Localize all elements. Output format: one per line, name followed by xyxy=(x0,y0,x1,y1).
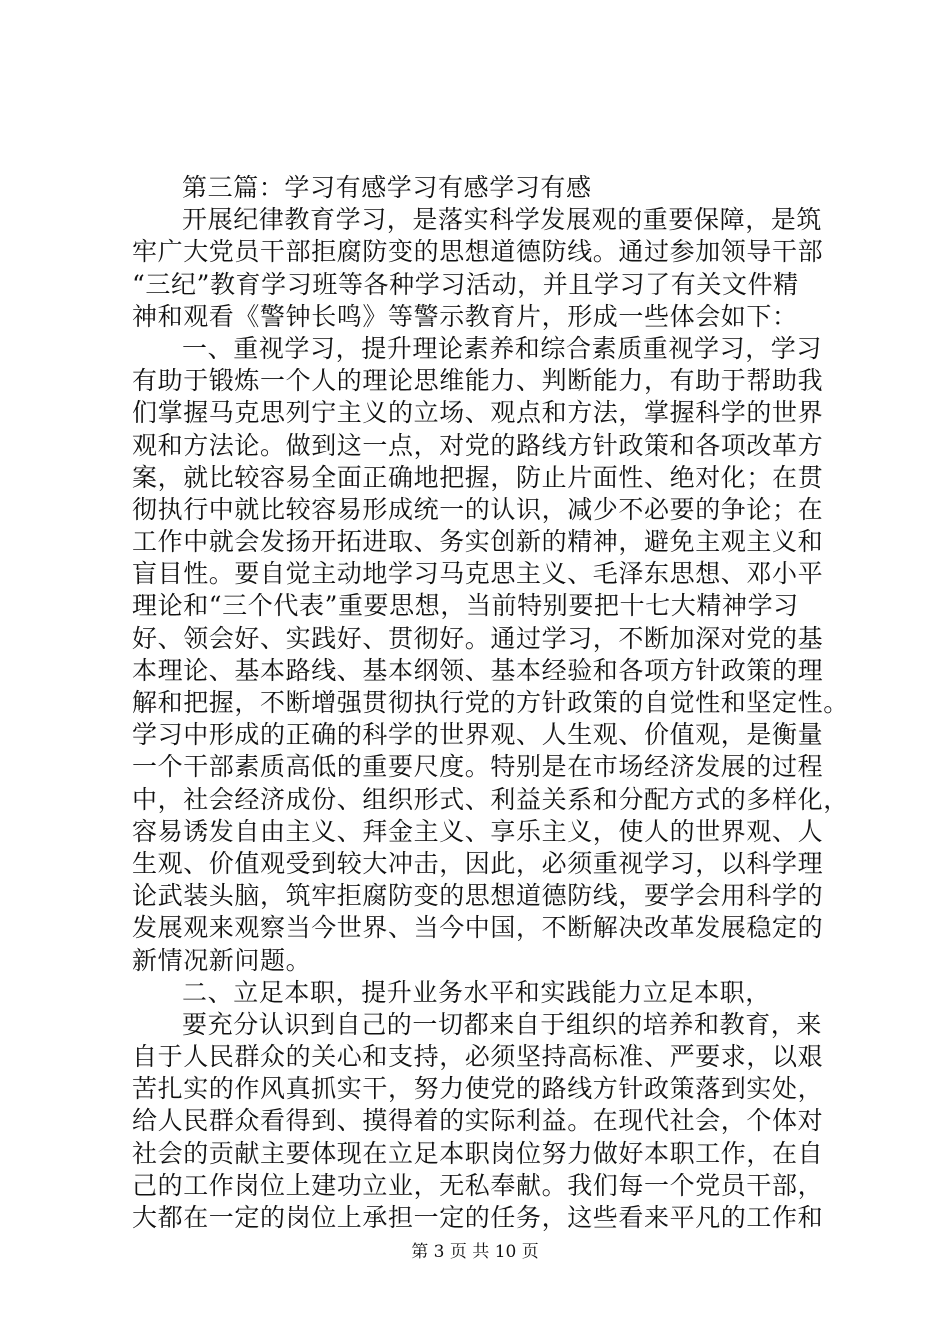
text-line: 第三篇：学习有感学习有感学习有感 xyxy=(182,173,592,202)
text-line: 己的工作岗位上建功立业，无私奉献。我们每一个党员干部， xyxy=(132,1170,824,1200)
text-line: 彻执行中就比较容易形成统一的认识，减少不必要的争论；在 xyxy=(132,494,824,524)
text-line: 好、领会好、实践好、贯彻好。通过学习，不断加深对党的基 xyxy=(132,623,824,653)
text-line: 们掌握马克思列宁主义的立场、观点和方法，掌握科学的世界 xyxy=(132,398,824,428)
text-line: 大都在一定的岗位上承担一定的任务，这些看来平凡的工作和 xyxy=(132,1203,824,1232)
text-line: 新情况新问题。 xyxy=(132,945,312,975)
text-line: 学习中形成的正确的科学的世界观、人生观、价值观，是衡量 xyxy=(132,720,824,750)
text-line: 自于人民群众的关心和支持，必须坚持高标准、严要求，以艰 xyxy=(132,1042,824,1072)
text-line: 案，就比较容易全面正确地把握，防止片面性、绝对化；在贯 xyxy=(132,462,824,492)
text-line: 二、立足本职，提升业务水平和实践能力立足本职， xyxy=(182,977,771,1007)
text-line: 发展观来观察当今世界、当今中国，不断解决改革发展稳定的 xyxy=(132,913,824,943)
text-line: 开展纪律教育学习，是落实科学发展观的重要保障，是筑 xyxy=(182,205,823,235)
text-line: 社会的贡献主要体现在立足本职岗位努力做好本职工作，在自 xyxy=(132,1138,824,1168)
document-body xyxy=(132,172,852,1234)
text-line: 牢广大党员干部拒腐防变的思想道德防线。通过参加领导干部 xyxy=(132,237,824,267)
text-line: 生观、价值观受到较大冲击，因此，必须重视学习，以科学理 xyxy=(132,848,824,878)
text-line: 中，社会经济成份、组织形式、利益关系和分配方式的多样化， xyxy=(132,784,849,814)
text-line: “三纪”教育学习班等各种学习活动，并且学习了有关文件精 xyxy=(132,269,799,299)
text-line: 神和观看《警钟长鸣》等警示教育片，形成一些体会如下： xyxy=(132,301,798,331)
text-line: 观和方法论。做到这一点，对党的路线方针政策和各项改革方 xyxy=(132,430,824,460)
text-line: 有助于锻炼一个人的理论思维能力、判断能力，有助于帮助我 xyxy=(132,366,824,396)
text-line: 解和把握，不断增强贯彻执行党的方针政策的自觉性和坚定性。 xyxy=(132,688,849,717)
text-line: 一、重视学习，提升理论素养和综合素质重视学习，学习 xyxy=(182,333,823,363)
text-line: 容易诱发自由主义、拜金主义、享乐主义，使人的世界观、人 xyxy=(132,816,824,846)
text-line: 苦扎实的作风真抓实干，努力使党的路线方针政策落到实处， xyxy=(132,1074,824,1104)
text-line: 论武装头脑，筑牢拒腐防变的思想道德防线，要学会用科学的 xyxy=(132,881,824,911)
page-footer: 第 3 页 共 10 页 xyxy=(411,1242,539,1262)
text-line: 要充分认识到自己的一切都来自于组织的培养和教育，来 xyxy=(182,1009,823,1039)
text-line: 本理论、基本路线、基本纲领、基本经验和各项方针政策的理 xyxy=(132,655,824,685)
text-line: 给人民群众看得到、摸得着的实际利益。在现代社会，个体对 xyxy=(132,1106,824,1136)
text-line: 理论和“三个代表”重要思想，当前特别要把十七大精神学习 xyxy=(132,591,799,621)
text-line: 一个干部素质高低的重要尺度。特别是在市场经济发展的过程 xyxy=(132,752,824,782)
text-line: 盲目性。要自觉主动地学习马克思主义、毛泽东思想、邓小平 xyxy=(132,559,824,589)
text-line: 工作中就会发扬开拓进取、务实创新的精神，避免主观主义和 xyxy=(132,527,824,557)
